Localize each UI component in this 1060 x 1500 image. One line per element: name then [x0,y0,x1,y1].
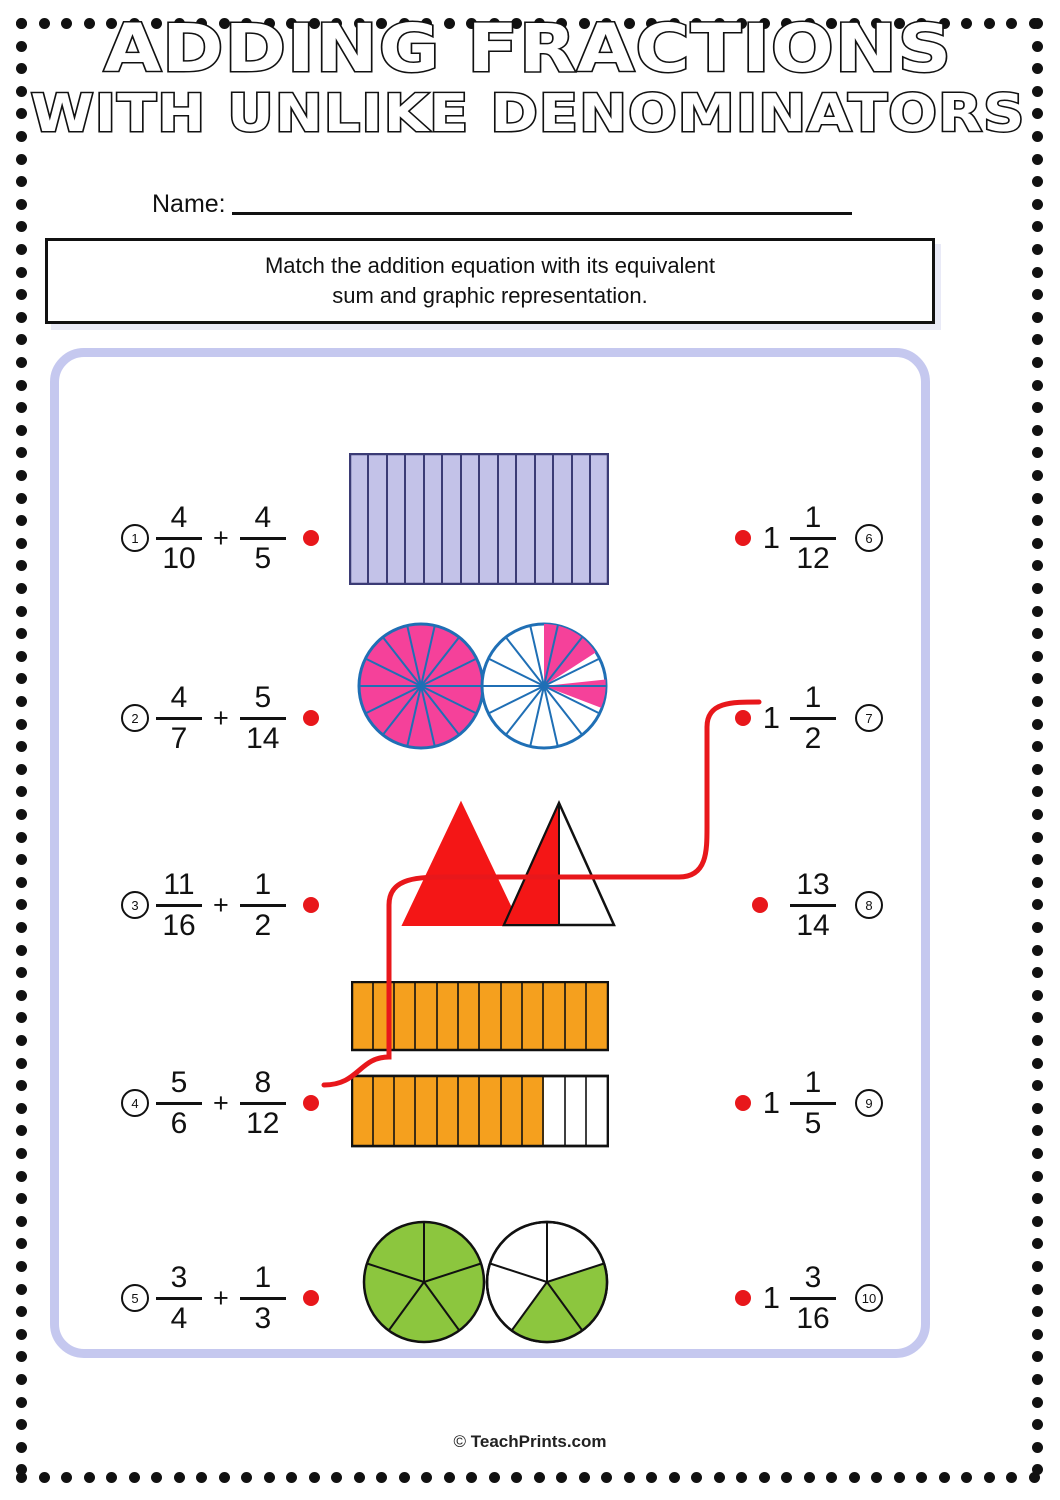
answer-number-7: 7 [855,704,883,732]
numerator: 8 [254,1066,272,1099]
bar-model-purple [349,453,609,590]
numerator: 3 [804,1261,822,1294]
fraction-3a [156,869,202,941]
numerator: 5 [170,1066,188,1099]
answer-item-8[interactable] [752,869,883,941]
plus-sign-5: + [213,1282,229,1313]
fraction-bar [156,717,202,720]
circle-model-pink [354,619,609,759]
footer-copyright [0,1432,1060,1452]
denominator: 16 [162,908,196,942]
fraction-bar [790,1102,836,1105]
connector-dot-right-9[interactable] [735,1095,751,1111]
fraction-10 [790,1262,836,1334]
equation-item-1[interactable] [121,502,319,574]
connector-dot-left-4[interactable] [303,1095,319,1111]
whole-number-9: 1 [762,1085,780,1120]
fraction-bar [240,1297,286,1300]
fraction-8 [790,869,836,941]
equation-item-5[interactable] [121,1262,319,1334]
answer-item-7[interactable] [735,682,883,754]
connector-dot-right-10[interactable] [735,1290,751,1306]
fraction-4b [240,1067,286,1139]
connector-dot-left-5[interactable] [303,1290,319,1306]
directions-box [45,238,935,324]
denominator: 3 [254,1301,272,1335]
fraction-5a [156,1262,202,1334]
denominator: 2 [804,721,822,755]
numerator: 1 [804,681,822,714]
answer-number-9: 9 [855,1089,883,1117]
denominator: 14 [246,721,280,755]
fraction-2b [240,682,286,754]
name-input-line[interactable] [232,193,852,215]
copyright-symbol: © [453,1432,467,1451]
equation-number-1: 1 [121,524,149,552]
plus-sign-3: + [213,889,229,920]
denominator: 2 [254,908,272,942]
fraction-1b [240,502,286,574]
answer-number-6: 6 [855,524,883,552]
numerator: 11 [163,868,195,901]
denominator: 5 [804,1106,822,1140]
directions-text [265,251,715,310]
matching-panel [50,348,930,1358]
numerator: 4 [170,501,188,534]
denominator: 4 [170,1301,188,1335]
fraction-5b [240,1262,286,1334]
name-field[interactable] [152,190,852,219]
numerator: 1 [804,501,822,534]
fraction-2a [156,682,202,754]
plus-sign-2: + [213,702,229,733]
fraction-7 [790,682,836,754]
whole-number-7: 1 [762,700,780,735]
numerator: 1 [804,1066,822,1099]
numerator: 1 [254,868,272,901]
fraction-bar [240,537,286,540]
fraction-bar [156,1102,202,1105]
denominator: 14 [796,908,830,942]
equation-number-4: 4 [121,1089,149,1117]
denominator: 12 [246,1106,280,1140]
denominator: 12 [796,541,830,575]
connector-dot-left-2[interactable] [303,710,319,726]
fraction-4a [156,1067,202,1139]
fraction-bar [240,904,286,907]
numerator: 5 [254,681,272,714]
denominator: 7 [170,721,188,755]
bar-model-orange [351,981,609,1154]
equation-number-3: 3 [121,891,149,919]
numerator: 4 [170,681,188,714]
fraction-bar [240,717,286,720]
fraction-9 [790,1067,836,1139]
answer-number-8: 8 [855,891,883,919]
equation-item-3[interactable] [121,869,319,941]
fraction-bar [790,717,836,720]
denominator: 6 [170,1106,188,1140]
answer-item-6[interactable] [735,502,883,574]
connector-dot-right-7[interactable] [735,710,751,726]
answer-item-10[interactable] [735,1262,883,1334]
fraction-3b [240,869,286,941]
numerator: 13 [796,868,830,901]
whole-number-6: 1 [762,520,780,555]
fraction-bar [156,1297,202,1300]
equation-item-2[interactable] [121,682,319,754]
answer-number-10: 10 [855,1284,883,1312]
numerator: 1 [254,1261,272,1294]
denominator: 16 [796,1301,830,1335]
title-line-2: WITH UNLIKE DENOMINATORS [30,84,1026,144]
triangle-model-red [399,797,619,937]
fraction-bar [790,1297,836,1300]
directions-line-2: sum and graphic representation. [332,283,648,308]
fraction-bar [790,537,836,540]
connector-dot-left-1[interactable] [303,530,319,546]
connector-dot-right-8[interactable] [752,897,768,913]
equation-number-2: 2 [121,704,149,732]
connector-dot-right-6[interactable] [735,530,751,546]
equation-number-5: 5 [121,1284,149,1312]
whole-number-10: 1 [762,1280,780,1315]
worksheet-title [30,10,1026,144]
numerator: 4 [254,501,272,534]
title-line-1: ADDING FRACTIONS [103,10,953,87]
fraction-bar [790,904,836,907]
fraction-bar [156,904,202,907]
plus-sign-4: + [213,1087,229,1118]
answer-item-9[interactable] [735,1067,883,1139]
fraction-1a [156,502,202,574]
fraction-bar [240,1102,286,1105]
circle-model-green [357,1215,612,1355]
denominator: 10 [162,541,196,575]
connector-dot-left-3[interactable] [303,897,319,913]
denominator: 5 [254,541,272,575]
fraction-bar [156,537,202,540]
name-label: Name: [152,190,226,218]
plus-sign-1: + [213,522,229,553]
equation-item-4[interactable] [121,1067,319,1139]
directions-line-1: Match the addition equation with its equivalent [264,253,716,279]
numerator: 3 [170,1261,188,1294]
fraction-6 [790,502,836,574]
site-name: TeachPrints.com [470,1432,607,1451]
